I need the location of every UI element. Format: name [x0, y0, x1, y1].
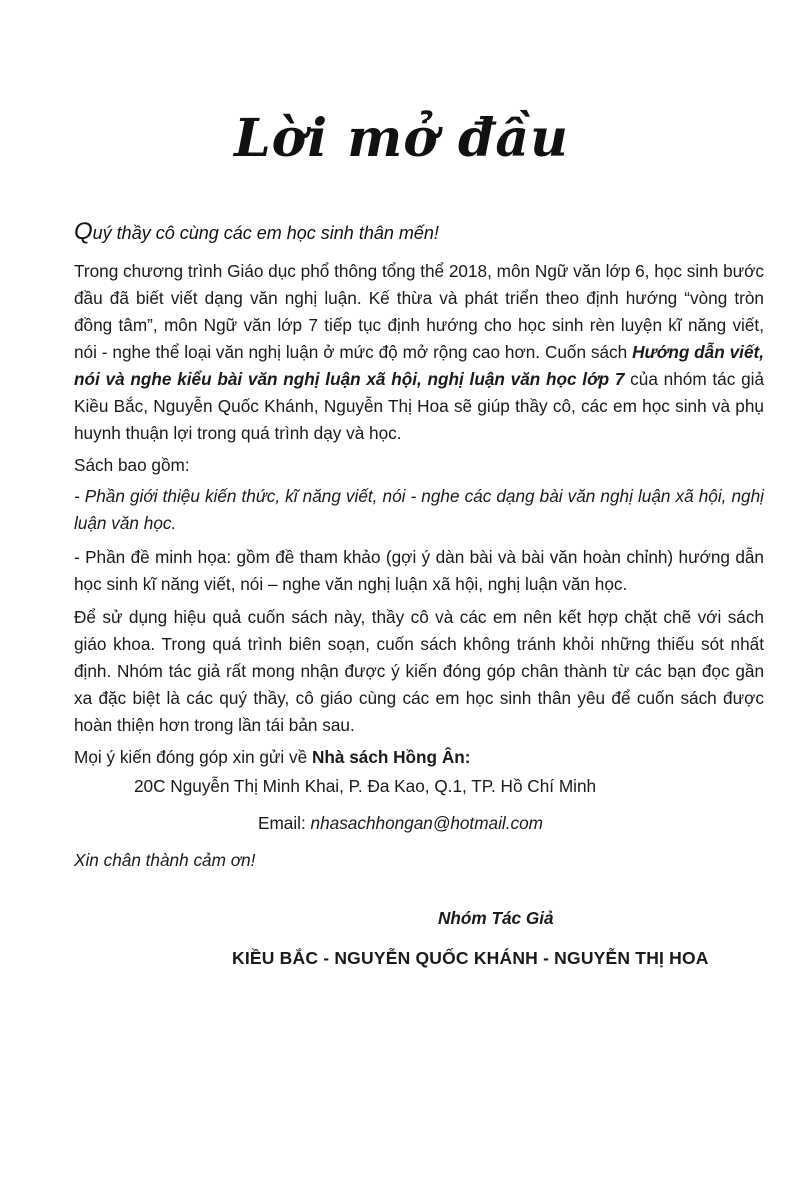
email-label: Email:	[258, 813, 311, 833]
thanks-line: Xin chân thành cảm ơn!	[74, 850, 256, 870]
email-address: nhasachhongan@hotmail.com	[310, 813, 543, 833]
contents-item-knowledge: - Phần giới thiệu kiến thức, kĩ năng viết, nói - nghe các dạng bài văn nghị luận xã hội, nghị luận văn học.	[74, 486, 764, 533]
publisher-name: Nhà sách Hồng Ân:	[311, 747, 471, 767]
page-title: Lời mở đầu	[234, 108, 569, 169]
intro-paragraph	[74, 258, 764, 447]
intro-text-1: Trong chương trình Giáo dục phổ thông tổng thể 2018, môn Ngữ văn lớp 6, học sinh bước đầu đã biết viết dạng văn nghị luận. Kế thừa và phát triển theo định hướng “vòng tròn đồng tâm”, môn Ngữ văn lớp 7 tiếp tục định hướng cho học sinh rèn luyện kĩ năng viết, nói - nghe thể loại văn nghị luận ở mức độ mở rộng cao hơn. Cuốn sách	[74, 261, 764, 362]
author-names: KIỀU BẮC - NGUYỄN QUỐC KHÁNH - NGUYỄN THỊ HOA	[232, 948, 709, 968]
contact-email	[258, 813, 543, 834]
author-group-label: Nhóm Tác Giả	[438, 908, 554, 928]
book-title: Hướng dẫn viết, nói và nghe kiểu bài văn nghị luận xã hội, nghị luận văn học lớp 7	[74, 342, 764, 389]
greeting-text: uý thầy cô cùng các em học sinh thân mến!	[92, 223, 439, 243]
greeting	[74, 218, 439, 246]
feedback-line	[74, 744, 764, 771]
publisher-address: 20C Nguyễn Thị Minh Khai, P. Đa Kao, Q.1, TP. Hồ Chí Minh	[134, 776, 597, 796]
feedback-lead: Mọi ý kiến đóng góp xin gửi về	[74, 747, 312, 767]
greeting-initial: Q	[74, 218, 93, 245]
usage-paragraph: Để sử dụng hiệu quả cuốn sách này, thầy cô và các em nên kết hợp chặt chẽ với sách giáo khoa. Trong quá trình biên soạn, cuốn sách không tránh khỏi những thiếu sót nhất định. Nhóm tác giả rất mong nhận được ý kiến đóng góp chân thành từ các bạn đọc gần xa đặc biệt là các quý thầy, cô giáo cùng các em học sinh thân yêu để cuốn sách được hoàn thiện hơn trong lần tái bản sau.	[74, 607, 764, 735]
intro-text-2: của nhóm tác giả Kiều Bắc, Nguyễn Quốc Khánh, Nguyễn Thị Hoa sẽ giúp thầy cô, các em học sinh và phụ huynh thuận lợi trong quá trình dạy và học.	[74, 369, 764, 443]
contents-heading: Sách bao gồm:	[74, 455, 190, 475]
contents-item-samples: - Phần đề minh họa: gồm đề tham khảo (gợi ý dàn bài và bài văn hoàn chỉnh) hướng dẫn học sinh kĩ năng viết, nói – nghe văn nghị luận xã hội, nghị luận văn học.	[74, 547, 764, 594]
